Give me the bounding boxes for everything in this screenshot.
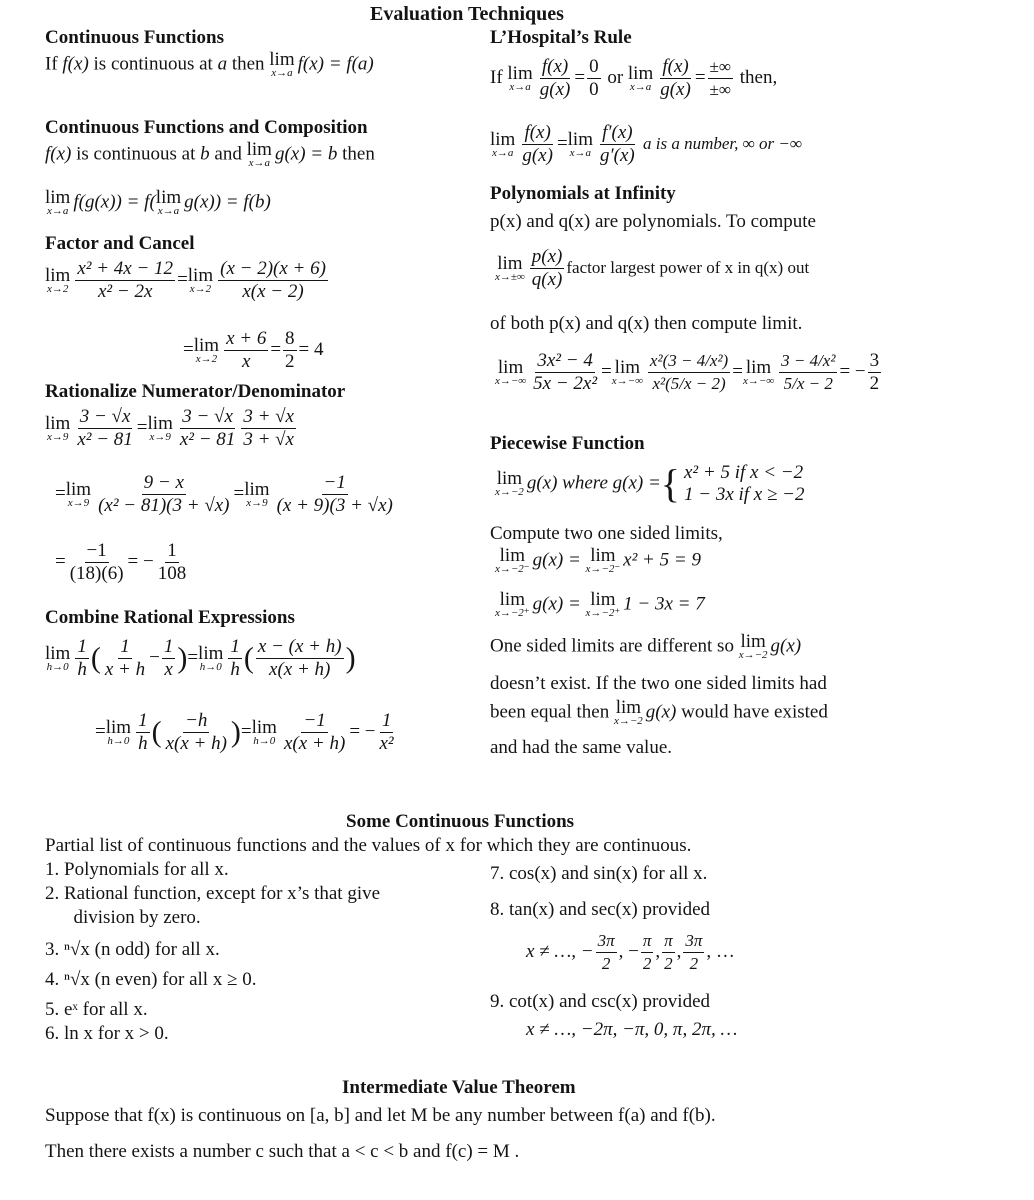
limit-operator: lim x→a (627, 62, 654, 93)
expr: f(x) (45, 143, 72, 165)
fraction: $\frac{p(x)}{q(x)}$ (531, 246, 563, 290)
equals: = (233, 482, 245, 504)
composition-line-2 (45, 187, 271, 217)
expr: f(g(x)) = f( (73, 191, 156, 213)
text: a is a number, ∞ or −∞ (638, 133, 802, 153)
fraction: $\frac{9 - x}{\text{(x² − 81)(3 + √x)}}$ (98, 472, 230, 516)
limit-operator: lim x→a (155, 187, 182, 217)
equals: = (556, 132, 568, 154)
heading-combine-rational: Combine Rational Expressions (45, 607, 295, 628)
fraction: $\frac{x - (x + h)}{x(x + h)}$ (257, 636, 342, 680)
combine-line-2: = lim h→0 $\frac{1}{h}$ ( $\frac{-h}{x(x + h)}$ )= lim h→0 $\frac{-1}{x(x + h)}$ = − $\frac{1}{\text{x²}}$ (95, 710, 394, 754)
limit-operator: lim h→0 (45, 642, 71, 673)
fraction: $\frac{\text{3 − 4/x²}}{5/x - 2}$ (781, 351, 836, 393)
list-item: 4. ⁿ√x (n even) for all x ≥ 0. (45, 969, 257, 990)
expr: g(x) (770, 635, 802, 657)
ivt-line-1: Suppose that f(x) is continuous on [a, b] and let M be any number between f(a) and f(b). (45, 1105, 716, 1126)
expr: g(x) = (532, 549, 586, 571)
fraction: $\frac{1}{x + h}$ (104, 636, 146, 680)
fraction: $\frac{f(x)}{g(x)}$ (539, 56, 571, 100)
rationalize-line-3 (55, 540, 190, 585)
text: g(x) where g(x) = (526, 472, 661, 494)
fraction: $\frac{1}{108}$ (157, 540, 187, 584)
text: then, (735, 66, 778, 88)
heading-continuous-composition: Continuous Functions and Composition (45, 117, 368, 138)
limit-operator: lim x→2 (193, 334, 220, 365)
expr: g(x) (645, 701, 677, 723)
limit-operator: lim x→9 (65, 478, 92, 509)
limit-operator: lim x→2 (187, 264, 214, 295)
poly-line-2 (495, 246, 809, 291)
limit-operator: lim x→2 (45, 264, 71, 295)
page-title: Evaluation Techniques (370, 3, 564, 25)
equals: = (177, 268, 188, 290)
text: and (209, 143, 247, 165)
heading-some-continuous: Some Continuous Functions (346, 811, 575, 832)
text: factor largest power of x in q(x) out (566, 257, 810, 277)
limit-operator: lim h→0 (105, 716, 132, 747)
piecewise-definition: lim x→−2 g(x) where g(x) ={ x² + 5 if x < −2 1 − 3x if x ≥ −2 (495, 461, 805, 506)
equals: = (574, 66, 586, 88)
equals: = (55, 550, 66, 572)
piecewise-compute: Compute two one sided limits, (490, 523, 723, 544)
list-item: 5. eˣ for all x. (45, 999, 148, 1020)
equals: = (55, 482, 66, 504)
limit-operator: lim x→9 (244, 478, 270, 509)
equals: = (95, 720, 106, 742)
fraction: $\frac{x + 6}{x}$ (226, 328, 267, 372)
fraction: $\frac{3\pi}{2}$ (685, 931, 703, 973)
rationalize-line-2 (55, 472, 397, 517)
expr: 1 − 3x = 7 (623, 593, 705, 615)
lhospital-line-2 (490, 122, 802, 167)
limit-operator: lim x→a (45, 187, 71, 217)
factor-line-2 (183, 328, 324, 373)
limit-operator: lim x→−∞ (742, 356, 775, 387)
equals: = (183, 338, 194, 360)
list-item: 2. Rational function, except for x’s that give (45, 883, 381, 904)
composition-line-1 (45, 139, 375, 169)
limit-operator: lim x→±∞ (495, 252, 525, 283)
fraction: $\frac{-1}{(x + 9)(3 + √x)}$ (276, 472, 393, 516)
expr: f(x) (62, 53, 89, 75)
limit-operator: lim x→−2 (613, 697, 643, 727)
text: would have existed (676, 701, 828, 723)
factor-line-1 (45, 258, 330, 303)
combine-line-1: lim h→0 $\frac{1}{h}$ ( $\frac{1}{x + h}$ − $\frac{1}{x}$ )= lim h→0 $\frac{1}{h}$ ( $\frac{x - (x + h)}{x(x + h)}$ ) (45, 636, 356, 680)
piecewise-right-limit (495, 589, 705, 619)
equals: = (601, 360, 612, 382)
expr: f(x) = f(a) (297, 53, 374, 75)
equals-negative: = − (349, 720, 376, 742)
fraction: $\frac{3 + √x}{3 + √x}$ (243, 406, 294, 450)
limit-operator: lim x→−2⁺ (585, 589, 621, 619)
text: If (490, 66, 508, 88)
limit-operator: lim x→9 (45, 412, 71, 443)
text: is continuous at (88, 53, 218, 75)
heading-piecewise: Piecewise Function (490, 433, 645, 454)
limit-operator: lim h→0 (198, 642, 224, 673)
limit-operator: lim x→−2 (738, 631, 768, 661)
expr: g(x) = (532, 593, 586, 615)
limit-operator: lim x→9 (147, 412, 173, 443)
poly-line-1: p(x) and q(x) are polynomials. To compute (490, 211, 816, 232)
heading-lhospital: L’Hospital’s Rule (490, 27, 632, 48)
piecewise-conclusion-2: doesn’t exist. If the two one sided limits had (490, 673, 827, 694)
limit-operator: lim x→−2⁻ (585, 545, 621, 575)
limit-operator: lim x→a (246, 139, 272, 169)
expr: g(x)) = f(b) (184, 191, 271, 213)
fraction: $\frac{3}{2}$ (869, 350, 880, 394)
text: x ≠ …, − (526, 940, 594, 962)
equals: = (270, 338, 282, 360)
var-b: b (200, 143, 210, 165)
text: If (45, 53, 63, 75)
fraction: $\frac{1}{h}$ (230, 636, 240, 680)
text: then (337, 143, 375, 165)
text: is continuous at (71, 143, 201, 165)
limit-operator: lim x→−∞ (611, 356, 643, 387)
fraction: $\frac{\pi}{2}$ (664, 931, 673, 973)
list-item: 1. Polynomials for all x. (45, 859, 229, 880)
equals: = (732, 360, 743, 382)
fraction: $\frac{-1}{(18)(6)}$ (69, 540, 124, 584)
fraction: $\frac{3 - √x}{\text{x² − 81}}$ (77, 406, 133, 450)
equals: = (240, 720, 252, 742)
cot-domain: x ≠ …, −2π, −π, 0, π, 2π, … (526, 1019, 738, 1040)
piecewise-cases: x² + 5 if x < −2 1 − 3x if x ≥ −2 (684, 462, 805, 505)
tan-domain: x ≠ …, − $\frac{3\pi}{2}$ , − $\frac{\pi}{2}$ , $\frac{\pi}{2}$ , $\frac{3\pi}{2}$ , … (526, 931, 735, 973)
fraction: $\frac{1}{x}$ (163, 636, 174, 680)
equals: = (694, 66, 706, 88)
minus: − (149, 646, 160, 668)
list-item: 6. ln x for x > 0. (45, 1023, 169, 1044)
fraction: $\frac{-h}{x(x + h)}$ (165, 710, 227, 754)
fraction: $\frac{1}{h}$ (138, 710, 148, 754)
equals: = (136, 416, 148, 438)
continuous-list-left (45, 858, 380, 1046)
continuous-intro: Partial list of continuous functions and the values of x for which they are continuous. (45, 835, 692, 856)
heading-rationalize: Rationalize Numerator/Denominator (45, 381, 346, 402)
continuous-functions-statement (45, 49, 374, 79)
limit-operator: lim x→a (507, 62, 533, 93)
limit-operator: lim x→a (269, 49, 295, 79)
fraction: $\frac{8}{2}$ (285, 328, 295, 372)
piecewise-left-limit (495, 545, 701, 575)
fraction: $\frac{0}{0}$ (589, 56, 599, 100)
heading-ivt: Intermediate Value Theorem (342, 1077, 576, 1098)
fraction: $\frac{3 - √x}{\text{x² − 81}}$ (179, 406, 236, 450)
piecewise-conclusion-1 (490, 631, 802, 661)
poly-example (495, 350, 883, 395)
fraction: $\frac{\text{x²(3 − 4/x²)}}{\text{x²(5/x − 2)}}$ (649, 351, 729, 393)
text: then (227, 53, 270, 75)
rationalize-line-1 (45, 406, 298, 451)
result: = 4 (298, 338, 324, 360)
piecewise-conclusion-4: and had the same value. (490, 737, 673, 758)
fraction: $\frac{\pi}{2}$ (642, 931, 652, 973)
text: , … (706, 940, 735, 962)
fraction: $\frac{\text{3x² − 4}}{\text{5x − 2x²}}$ (533, 350, 598, 394)
fraction: $\frac{f'(x)}{g'(x)}$ (600, 122, 635, 166)
limit-operator: lim x→−2⁻ (495, 545, 530, 575)
heading-polynomials-infinity: Polynomials at Infinity (490, 183, 676, 204)
ivt-line-2: Then there exists a number c such that a < c < b and f(c) = M . (45, 1141, 520, 1162)
text: One sided limits are different so (490, 635, 739, 657)
expr: x² + 5 = 9 (623, 549, 701, 571)
list-item: 7. cos(x) and sin(x) for all x. (490, 863, 708, 884)
lhospital-line-1 (490, 56, 777, 101)
fraction: $\frac{-1}{x(x + h)}$ (283, 710, 346, 754)
expr: g(x) = b (274, 143, 338, 165)
limit-operator: lim x→−2 (495, 468, 524, 498)
list-item: 3. ⁿ√x (n odd) for all x. (45, 939, 220, 960)
limit-operator: lim x→−∞ (495, 356, 527, 387)
limit-operator: lim x→a (567, 128, 593, 159)
limit-operator: lim h→0 (251, 716, 277, 747)
equals-negative: = − (839, 360, 866, 382)
piecewise-conclusion-3 (490, 697, 828, 727)
fraction: $\frac{1}{\text{x²}}$ (379, 710, 394, 754)
fraction: $\frac{f(x)}{g(x)}$ (522, 122, 553, 166)
poly-line-3: of both p(x) and q(x) then compute limit. (490, 313, 803, 334)
var-a: a (217, 53, 228, 75)
fraction: $\frac{f(x)}{g(x)}$ (660, 56, 691, 100)
fraction: $\frac{3\pi}{2}$ (597, 931, 615, 973)
fraction: $\frac{\pm\infty}{\pm\infty}$ (709, 57, 731, 99)
heading-factor-cancel: Factor and Cancel (45, 233, 195, 254)
list-item: 9. cot(x) and csc(x) provided (490, 991, 711, 1012)
equals: = (187, 646, 199, 668)
text: been equal then (490, 701, 614, 723)
equals-negative: = − (127, 550, 154, 572)
limit-operator: lim x→a (490, 128, 516, 159)
fraction: $\frac{\text{x² + 4x − 12}}{\text{x² − 2x}}$ (77, 258, 174, 302)
limit-operator: lim x→−2⁺ (495, 589, 530, 619)
heading-continuous-functions: Continuous Functions (45, 27, 224, 48)
fraction: $\frac{1}{h}$ (77, 636, 87, 680)
list-item: division by zero. (45, 907, 201, 928)
text: or (602, 66, 628, 88)
fraction: $\frac{(x - 2)(x + 6)}{x(x - 2)}$ (220, 258, 326, 302)
list-item: 8. tan(x) and sec(x) provided (490, 899, 711, 920)
